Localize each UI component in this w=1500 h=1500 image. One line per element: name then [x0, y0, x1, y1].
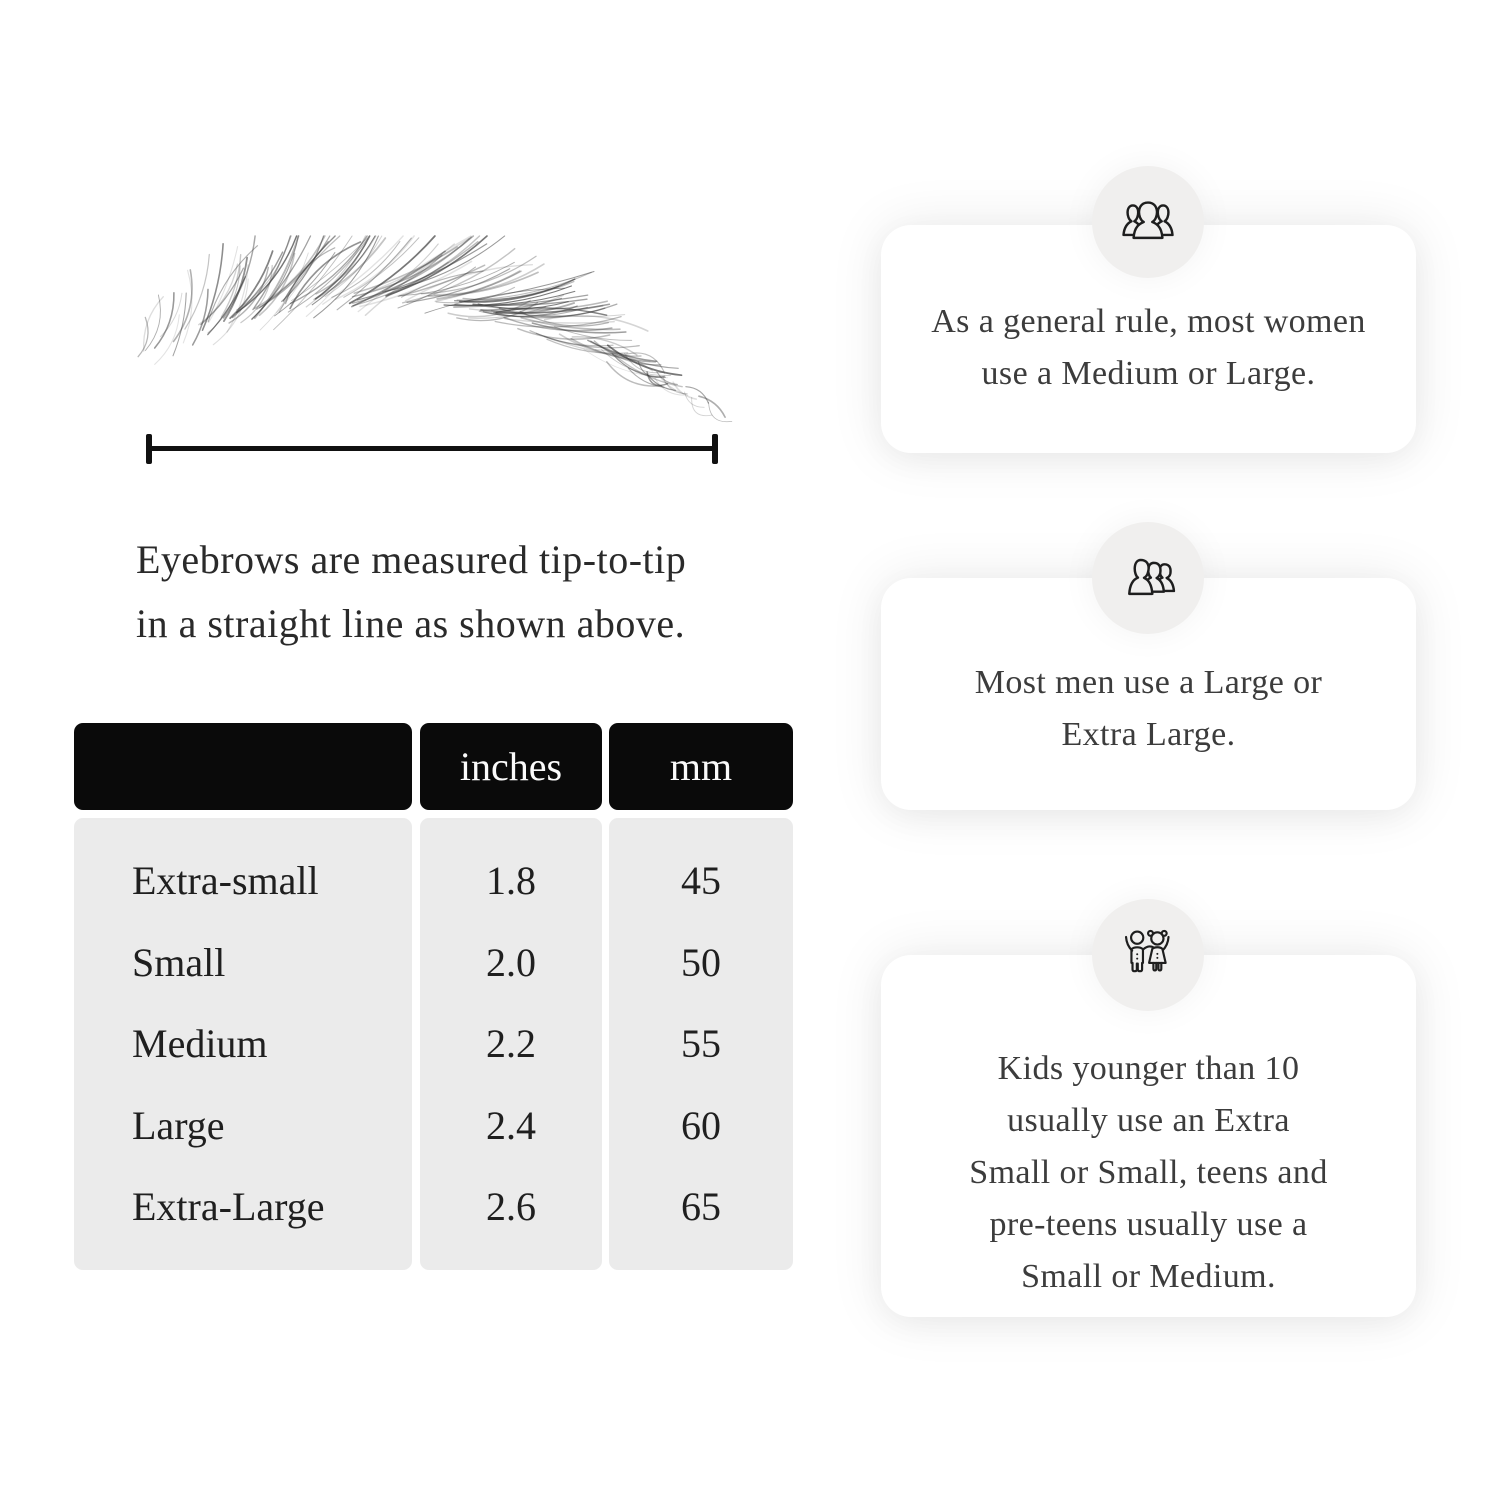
card-text — [881, 657, 1416, 761]
measurement-caption — [136, 528, 756, 656]
table-cell-size: Large — [132, 1102, 225, 1148]
table-cell-mm: 50 — [681, 939, 721, 985]
table-cell-mm: 65 — [681, 1184, 721, 1230]
card-text-line: As a general rule, most women — [931, 303, 1366, 340]
table-cell-size: Extra-small — [132, 858, 319, 904]
children-icon — [1092, 899, 1204, 1011]
table-column-mm — [609, 818, 793, 1270]
table-cell-inches: 2.0 — [486, 939, 536, 985]
women-group-icon — [1092, 166, 1204, 278]
caption-line: Eyebrows are measured tip-to-tip — [136, 537, 687, 582]
card-text-line: usually use an Extra — [1007, 1102, 1290, 1139]
measurement-endcap-right — [712, 434, 718, 464]
card-text-line: Small or Medium. — [1021, 1258, 1276, 1295]
table-cell-size: Extra-Large — [132, 1184, 325, 1230]
table-cell-inches: 2.2 — [486, 1021, 536, 1067]
card-text-line: Kids younger than 10 — [997, 1050, 1300, 1087]
men-group-icon — [1092, 522, 1204, 634]
table-column-inches — [420, 818, 602, 1270]
eyebrow-illustration — [112, 228, 742, 433]
table-cell-inches: 2.6 — [486, 1184, 536, 1230]
table-cell-mm: 45 — [681, 858, 721, 904]
table-cell-size: Medium — [132, 1021, 268, 1067]
caption-line: in a straight line as shown above. — [136, 601, 686, 646]
table-header-size — [74, 723, 412, 810]
card-text-line: Small or Small, teens and — [969, 1154, 1328, 1191]
card-text — [881, 296, 1416, 400]
card-text-line: Extra Large. — [1061, 716, 1236, 753]
table-cell-mm: 55 — [681, 1021, 721, 1067]
card-text-line: Most men use a Large or — [974, 664, 1323, 701]
measurement-line-bar — [149, 446, 715, 451]
table-header-inches: inches — [420, 723, 602, 810]
card-text — [881, 1043, 1416, 1303]
table-header-mm: mm — [609, 723, 793, 810]
table-cell-mm: 60 — [681, 1102, 721, 1148]
table-cell-inches: 2.4 — [486, 1102, 536, 1148]
card-text-line: use a Medium or Large. — [981, 355, 1316, 392]
card-text-line: pre-teens usually use a — [989, 1206, 1308, 1243]
table-column-size — [74, 818, 412, 1270]
table-cell-inches: 1.8 — [486, 858, 536, 904]
table-cell-size: Small — [132, 939, 226, 985]
